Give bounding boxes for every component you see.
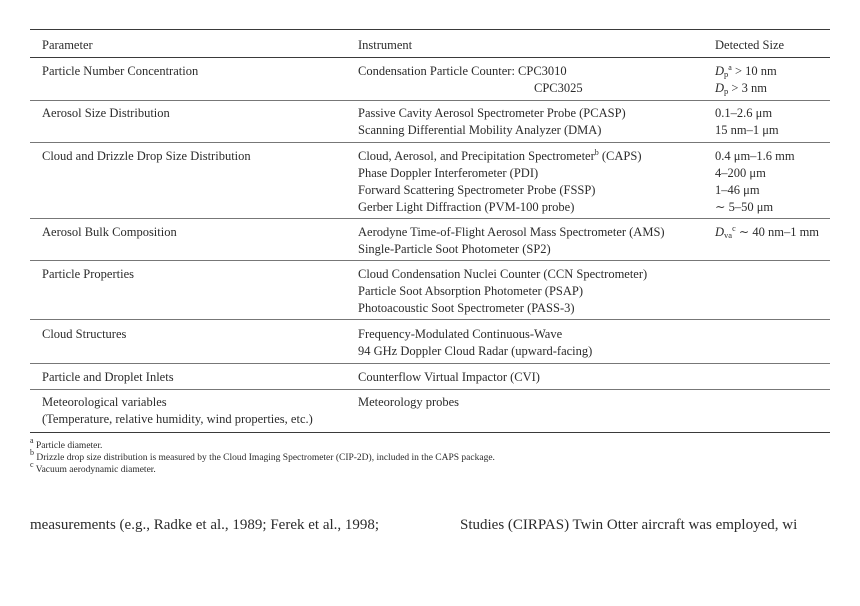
row-parameter (42, 394, 347, 428)
instrument-line: Cloud, Aerosol, and Precipitation Spectrometer$^b$ (CAPS) (358, 148, 642, 163)
size-line: 1–46 μm (715, 183, 760, 197)
row-parameter: Cloud and Drizzle Drop Size Distribution (42, 149, 251, 163)
table-top-rule (30, 29, 830, 30)
row-instrument (358, 224, 703, 258)
row-parameter: Aerosol Bulk Composition (42, 225, 177, 239)
size-line: $D_{va}^c$ ∼ 40 nm–1 mm (715, 224, 820, 240)
instrument-line: Photoacoustic Soot Spectrometer (PASS-3) (358, 301, 575, 315)
instrument-line: CPC3025 (534, 81, 583, 95)
row-instrument (358, 394, 703, 411)
row-size (715, 224, 860, 241)
row-instrument (358, 63, 703, 97)
size-line: 15 nm–1 μm (715, 123, 779, 137)
instrument-line: 94 GHz Doppler Cloud Radar (upward-facing) (358, 344, 593, 358)
row-rule (30, 218, 830, 219)
row-parameter: Particle Number Concentration (42, 64, 199, 78)
row-parameter: Cloud Structures (42, 327, 127, 341)
footnote: $^c$ Vacuum aerodynamic diameter. (30, 460, 156, 475)
instrument-line: Meteorology probes (358, 395, 460, 409)
row-parameter: Particle and Droplet Inlets (42, 370, 174, 384)
header-detected-size: Detected Size (715, 38, 785, 52)
size-line: ∼ 5–50 μm (715, 200, 774, 214)
instrument-line: Forward Scattering Spectrometer Probe (FSSP) (358, 183, 596, 197)
row-rule (30, 260, 830, 261)
instrument-line: Gerber Light Diffraction (PVM-100 probe) (358, 200, 575, 214)
row-instrument (358, 266, 703, 317)
header-rule (30, 57, 830, 58)
instrument-line: Single-Particle Soot Photometer (SP2) (358, 242, 551, 256)
footnotes (30, 436, 495, 476)
row-parameter: Particle Properties (42, 267, 134, 281)
instrument-line: Cloud Condensation Nuclei Counter (CCN Spectrometer) (358, 267, 648, 281)
body-text-left: measurements (e.g., Radke et al., 1989; Ferek et al., 1998; (30, 517, 380, 533)
instrument-line: Phase Doppler Interferometer (PDI) (358, 166, 539, 180)
row-size (715, 63, 860, 97)
instrument-line: Particle Soot Absorption Photometer (PSAP) (358, 284, 583, 298)
instrument-line: Counterflow Virtual Impactor (CVI) (358, 370, 540, 384)
instrument-line: Condensation Particle Counter: CPC3010 (358, 64, 567, 78)
row-instrument (358, 326, 703, 360)
parameter-line: (Temperature, relative humidity, wind properties, etc.) (42, 412, 313, 426)
size-line: 0.1–2.6 μm (715, 106, 773, 120)
instrument-line: Scanning Differential Mobility Analyzer (DMA) (358, 123, 602, 137)
footnote: $^a$ Particle diameter. (30, 436, 103, 451)
footnote: $^b$ Drizzle drop size distribution is measured by the Cloud Imaging Spectrometer (CIP-2D), included in the CAPS package. (30, 448, 495, 463)
size-line: $D_p > 3$ nm (715, 81, 767, 96)
instrument-line: Aerodyne Time-of-Flight Aerosol Mass Spectrometer (AMS) (358, 225, 665, 239)
parameter-line: Meteorological variables (42, 395, 167, 409)
body-text-right: Studies (CIRPAS) Twin Otter aircraft was employed, wi (460, 517, 798, 533)
size-line: 4–200 μm (715, 166, 766, 180)
row-parameter: Aerosol Size Distribution (42, 106, 170, 120)
row-rule (30, 142, 830, 143)
instrument-line: Frequency-Modulated Continuous-Wave (358, 327, 563, 341)
row-size (715, 105, 860, 139)
row-size (715, 148, 860, 216)
header-instrument: Instrument (358, 38, 413, 52)
instrument-line: Passive Cavity Aerosol Spectrometer Probe (PCASP) (358, 106, 626, 120)
table-bottom-rule (30, 432, 830, 433)
size-line: 0.4 μm–1.6 mm (715, 149, 795, 163)
row-rule (30, 363, 830, 364)
size-line: $D_p^a > 10$ nm (715, 63, 777, 79)
row-instrument (358, 105, 703, 139)
row-rule (30, 100, 830, 101)
row-rule (30, 389, 830, 390)
header-parameter: Parameter (42, 38, 93, 52)
row-instrument (358, 369, 703, 386)
row-instrument (358, 148, 703, 216)
row-rule (30, 319, 830, 320)
